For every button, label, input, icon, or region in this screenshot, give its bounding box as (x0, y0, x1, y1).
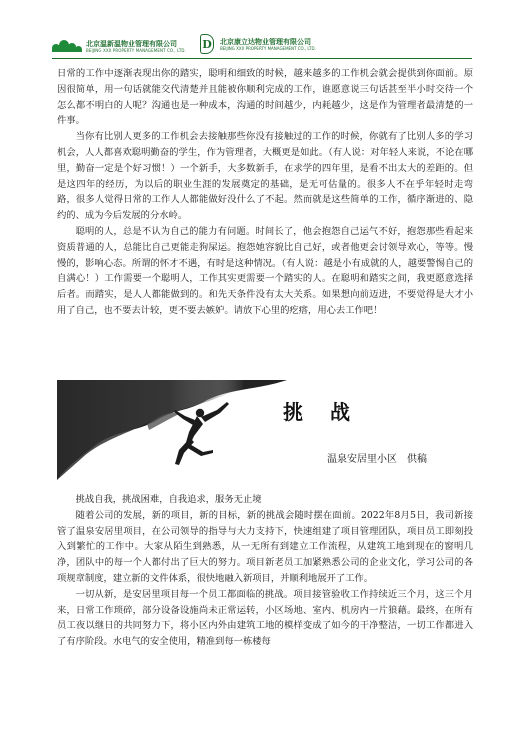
article-banner-image (57, 380, 473, 480)
climber-silhouette-icon (57, 380, 473, 480)
article-continuation (57, 66, 473, 319)
logo-1-name: 北京温新温物业管理有限公司 (86, 40, 177, 48)
article-title: 挑 战 (283, 400, 360, 424)
article-body (57, 492, 473, 650)
paragraph: 聪明的人，总是不认为自己的能力有问题。时间长了，他会抱怨自己运气不好，抱怨那些看起来资质普通的人，总能比自己更能走狗屎运。抱怨她容貌比自己好，或者他更会讨领导欢心，等等。慢慢的，影响心态。所谓的怀才不遇，有时是这种情况。（有人说：越是小有成就的人，越要警惕自己的自满心！）工作需要一个聪明人，工作其实更需要一个踏实的人。在聪明和踏实之间，我更愿意选择后者。而踏实，是人人都能做到的。和先天条件没有太大关系。如果想向前迈进，不要觉得是大才小用了自己，也不要去计较，更不要去嫉妒。请放下心里的疙瘩，用心去工作吧！ (57, 225, 473, 316)
logo-1-mark-icon (52, 38, 82, 52)
article-author: 温泉安居里小区 供稿 (327, 454, 427, 465)
paragraph: 一切从新，是安居里项目每一个员工都面临的挑战。项目接管验收工作持续近三个月，这三个月来，日常工作琐碎，部分设备设施尚未正常运转，小区场地、室内、机房内一片狼藉。最终，在所有员工夜以继日的共同努力下，将小区内外由建筑工地的模样变成了如今的干净整洁，一切工作都进入了有序阶段。水电气的安全使用，精准到每一栋楼每 (57, 588, 473, 648)
logo-1-english: BEIJING XXX PROPERTY MANAGEMENT CO., LTD. (86, 48, 186, 53)
paragraph: 当你有比别人更多的工作机会去接触那些你没有接触过的工作的时候，你就有了比别人多的学习机会，人人都喜欢聪明勤奋的学生，作为管理者，大概更是如此。（有人说：对年轻人来说，不论在哪里，勤奋一定是个好习惯！）一个新手，大多数新手，在求学的四年里，是看不出太大的差距的。但是这四年的经历，为以后的职业生涯的发展奠定的基础，是无可估量的。很多人不在乎年轻时走弯路，很多人觉得日常的工作人人都能做好没什么了不起。然而就是这些简单的工作，循序渐进的、隐约的、成为今后发展的分水岭。 (57, 131, 473, 222)
header-divider (52, 58, 472, 59)
company-logo-1 (52, 36, 212, 56)
paragraph: 日常的工作中逐渐表现出你的踏实，聪明和细致的时候，越来越多的工作机会就会提供到你面前。原因很简单，用一句话就能交代清楚并且能被你顺利完成的工作，谁愿意说三句话甚至半小时交待一个怎么都不明白的人呢？沟通也是一种成本，沟通的时间越少，内耗越少，这是作为管理者最清楚的一件事。 (57, 68, 473, 127)
company-logo-2 (200, 34, 360, 56)
page-header (52, 34, 472, 56)
paragraph: 挑战自我，挑战困难，自我追求，服务无止境 (75, 494, 262, 505)
logo-2-english: BEIJING XXX PROPERTY MANAGEMENT CO., LTD. (220, 46, 316, 51)
paragraph: 随着公司的发展，新的项目，新的目标，新的挑战会随时摆在面前。2022年8月5日，我司新接管了温泉安居里项目，在公司领导的指导与大力支持下，快速组建了项目管理团队，项目员工即刻投入到繁忙的工作中。大家从陌生到熟悉，从一无所有到建立工作流程，从建筑工地到现在的窗明几净，团队中的每一个人都付出了巨大的努力。项目新老员工加紧熟悉公司的企业文化，学习公司的各项规章制度，建立新的文件体系，很快地融入新项目，并顺利地展开了工作。 (57, 509, 473, 584)
logo-2-name: 北京康立达物业管理有限公司 (220, 38, 311, 46)
logo-2-badge-icon: D (200, 34, 214, 54)
